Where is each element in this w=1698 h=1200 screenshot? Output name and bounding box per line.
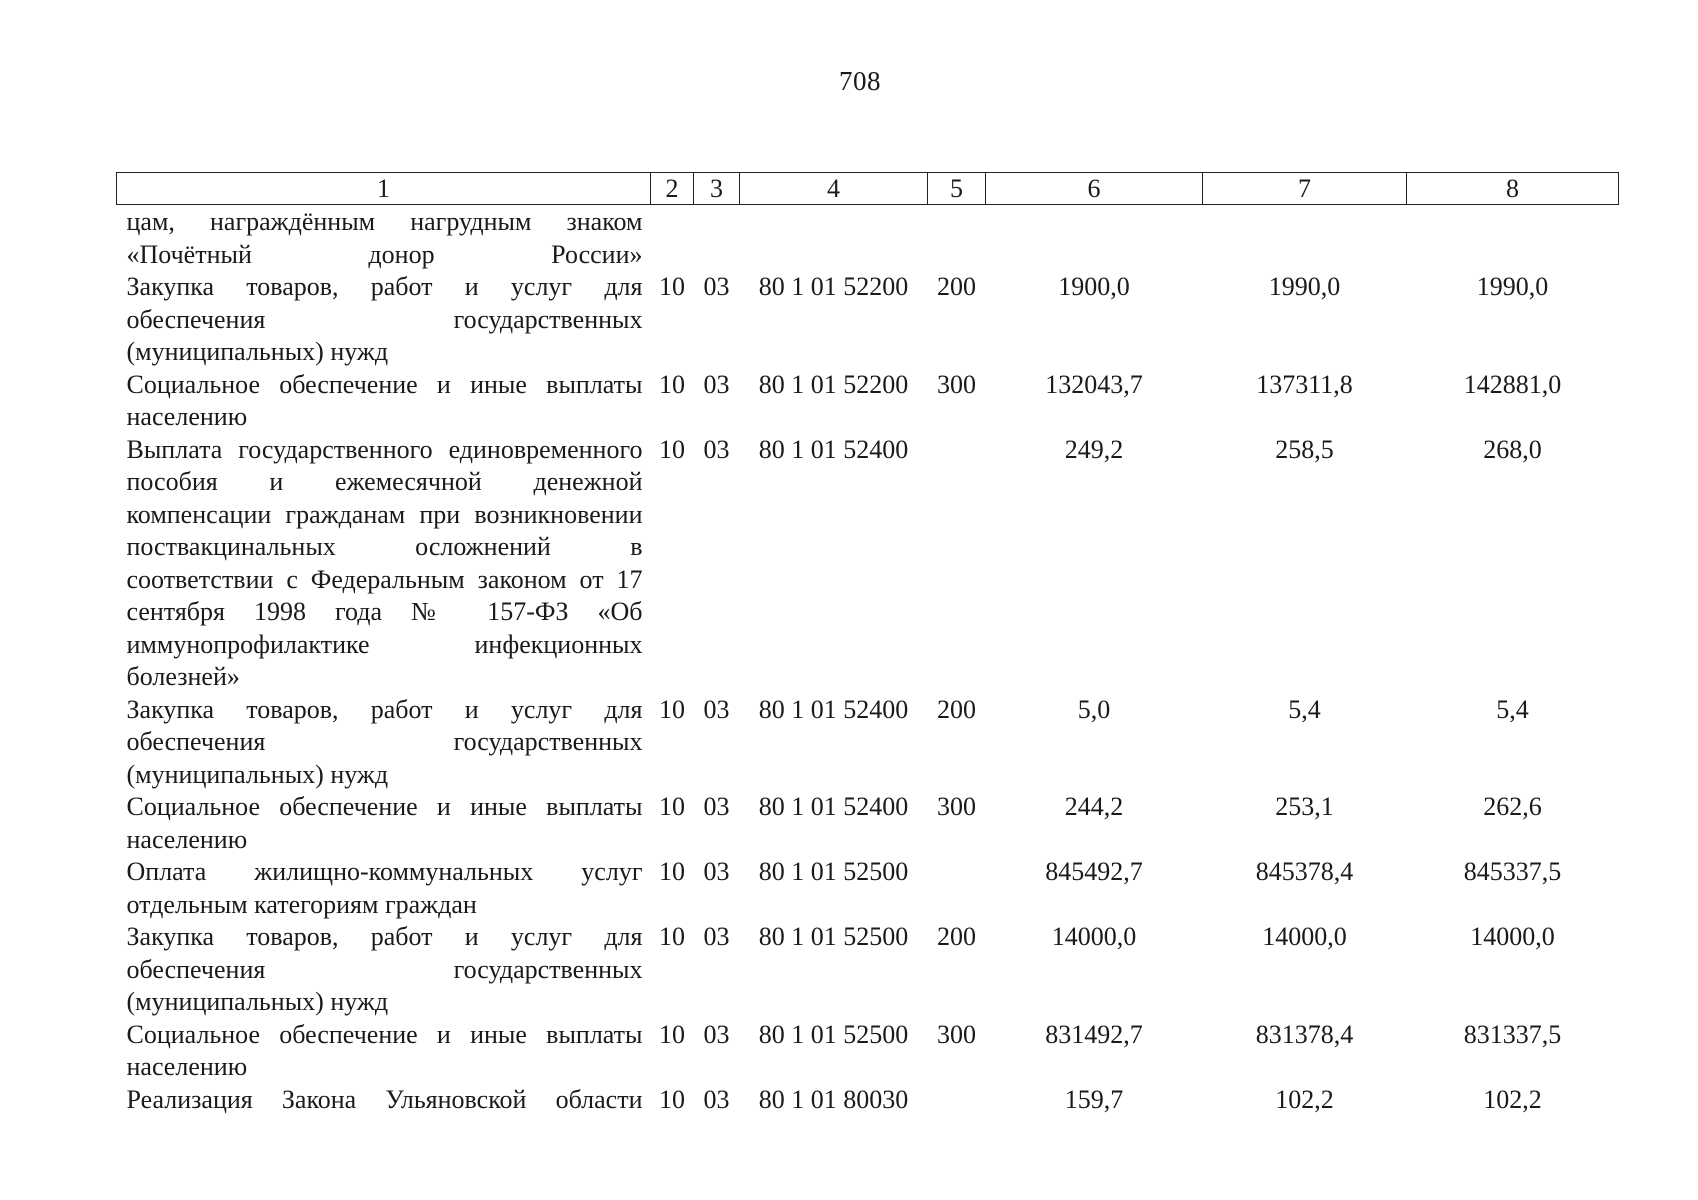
row-name: Оплата жилищно-коммунальных услуг отдельным категориям граждан (126, 857, 643, 919)
table-body (117, 205, 1619, 1117)
row-name: Социальное обеспечение и иные выплаты населению (126, 1019, 643, 1081)
page-number: 708 (839, 66, 881, 96)
header-col-1: 1 (117, 173, 651, 205)
row-value-col7 (1203, 205, 1407, 272)
header-row (117, 173, 1619, 205)
row-name: Закупка товаров, работ и услуг для обеспечения государственных (муниципальных) нужд (126, 922, 643, 1016)
row-value-col6: 831492,7 (1045, 1019, 1143, 1049)
table-row (117, 694, 1619, 792)
row-expense-type: 200 (937, 694, 976, 724)
budget-table (116, 172, 1619, 1116)
row-section: 10 (659, 272, 685, 301)
row-value-col6: 249,2 (1064, 434, 1124, 464)
row-value-col6: 132043,7 (1045, 369, 1143, 399)
row-subsection: 03 (703, 1084, 730, 1114)
row-expense-type: 300 (937, 369, 976, 399)
table-row (117, 791, 1619, 856)
table-header (117, 173, 1619, 205)
table-row (117, 369, 1619, 434)
header-col-5: 5 (928, 173, 986, 205)
header-col-2: 2 (651, 173, 694, 205)
row-name: Социальное обеспечение и иные выплаты населению (126, 369, 643, 431)
row-value-col6: 1900,0 (1058, 272, 1130, 301)
row-target-code: 80 1 01 52500 (758, 857, 909, 886)
row-subsection: 03 (703, 1019, 730, 1049)
row-value-col6: 5,0 (1077, 694, 1111, 724)
table-row (117, 1084, 1619, 1117)
row-name: Закупка товаров, работ и услуг для обеспечения государственных (муниципальных) нужд (126, 694, 643, 789)
row-section: 10 (659, 1019, 685, 1049)
row-section: 10 (659, 857, 685, 886)
row-name: Закупка товаров, работ и услуг для обеспечения государственных (муниципальных) нужд (126, 272, 643, 366)
row-name: Социальное обеспечение и иные выплаты населению (126, 792, 643, 854)
row-value-col8: 845337,5 (1463, 857, 1562, 886)
row-expense-type: 200 (937, 922, 976, 951)
header-col-4: 4 (740, 173, 928, 205)
row-section: 10 (659, 369, 685, 399)
row-expense-type (928, 1084, 986, 1117)
header-col-6: 6 (986, 173, 1203, 205)
row-section (651, 205, 694, 272)
row-value-col8: 262,6 (1483, 792, 1542, 821)
row-value-col8: 831337,5 (1463, 1019, 1562, 1049)
row-name: Реализация Закона Ульяновской области (126, 1084, 643, 1114)
row-subsection (694, 205, 740, 272)
row-target-code: 80 1 01 52200 (758, 369, 909, 399)
table-row (117, 434, 1619, 694)
row-subsection: 03 (703, 694, 730, 724)
row-value-col7: 831378,4 (1255, 1019, 1354, 1049)
table-row (117, 921, 1619, 1019)
row-value-col8: 142881,0 (1463, 369, 1562, 399)
row-value-col6: 244,2 (1064, 792, 1124, 821)
row-subsection: 03 (703, 922, 730, 951)
row-value-col7: 5,4 (1288, 694, 1321, 724)
row-value-col6: 159,7 (1064, 1084, 1124, 1114)
table-row (117, 1019, 1619, 1084)
header-col-7: 7 (1203, 173, 1407, 205)
table-row (117, 205, 1619, 272)
row-value-col8: 102,2 (1483, 1084, 1542, 1114)
table-row (117, 856, 1619, 921)
row-target-code: 80 1 01 52500 (758, 1019, 909, 1049)
table-row (117, 271, 1619, 369)
row-value-col7: 102,2 (1275, 1084, 1334, 1114)
row-section: 10 (659, 694, 685, 724)
row-target-code: 80 1 01 52400 (758, 792, 909, 821)
row-expense-type (928, 434, 986, 694)
row-value-col6: 845492,7 (1045, 857, 1143, 886)
row-value-col8: 268,0 (1483, 434, 1542, 464)
row-target-code: 80 1 01 52400 (758, 694, 909, 724)
row-value-col7: 1990,0 (1268, 272, 1341, 301)
row-subsection: 03 (703, 369, 730, 399)
row-expense-type (928, 856, 986, 921)
row-expense-type: 200 (937, 272, 976, 301)
row-subsection: 03 (703, 272, 730, 301)
row-value-col8: 1990,0 (1476, 272, 1549, 301)
row-section: 10 (659, 434, 685, 464)
row-target-code: 80 1 01 80030 (758, 1084, 909, 1114)
header-col-3: 3 (694, 173, 740, 205)
row-target-code: 80 1 01 52500 (758, 922, 909, 951)
row-target-code: 80 1 01 52200 (758, 272, 909, 301)
row-expense-type: 300 (937, 1019, 976, 1049)
row-name: цам, награждённым нагрудным знаком «Почётный донор России» (126, 207, 643, 269)
row-subsection: 03 (703, 857, 730, 886)
row-target-code (740, 205, 928, 272)
row-expense-type (928, 205, 986, 272)
row-name: Выплата государственного единовременного пособия и ежемесячной денежной компенсации гражданам при возникновении поствакцинальных осложнений в соответствии с Федеральным законом от 17 сентября 1998 года № 157-ФЗ «Об иммунопрофилактике инфекционных болезней» (126, 434, 643, 691)
row-target-code: 80 1 01 52400 (758, 434, 909, 464)
row-expense-type: 300 (937, 792, 976, 821)
row-subsection: 03 (703, 434, 730, 464)
row-subsection: 03 (703, 792, 730, 821)
row-value-col7: 14000,0 (1262, 922, 1347, 951)
row-section: 10 (659, 792, 685, 821)
row-section: 10 (659, 1084, 685, 1114)
header-col-8: 8 (1407, 173, 1619, 205)
row-value-col8: 14000,0 (1470, 922, 1555, 951)
row-value-col8 (1407, 205, 1619, 272)
row-value-col7: 845378,4 (1255, 857, 1354, 886)
row-value-col6: 14000,0 (1051, 922, 1137, 951)
row-value-col7: 253,1 (1275, 792, 1334, 821)
row-value-col7: 137311,8 (1256, 369, 1353, 399)
row-value-col8: 5,4 (1496, 694, 1529, 724)
row-value-col7: 258,5 (1275, 434, 1334, 464)
row-value-col6 (986, 205, 1203, 272)
row-section: 10 (659, 922, 685, 951)
